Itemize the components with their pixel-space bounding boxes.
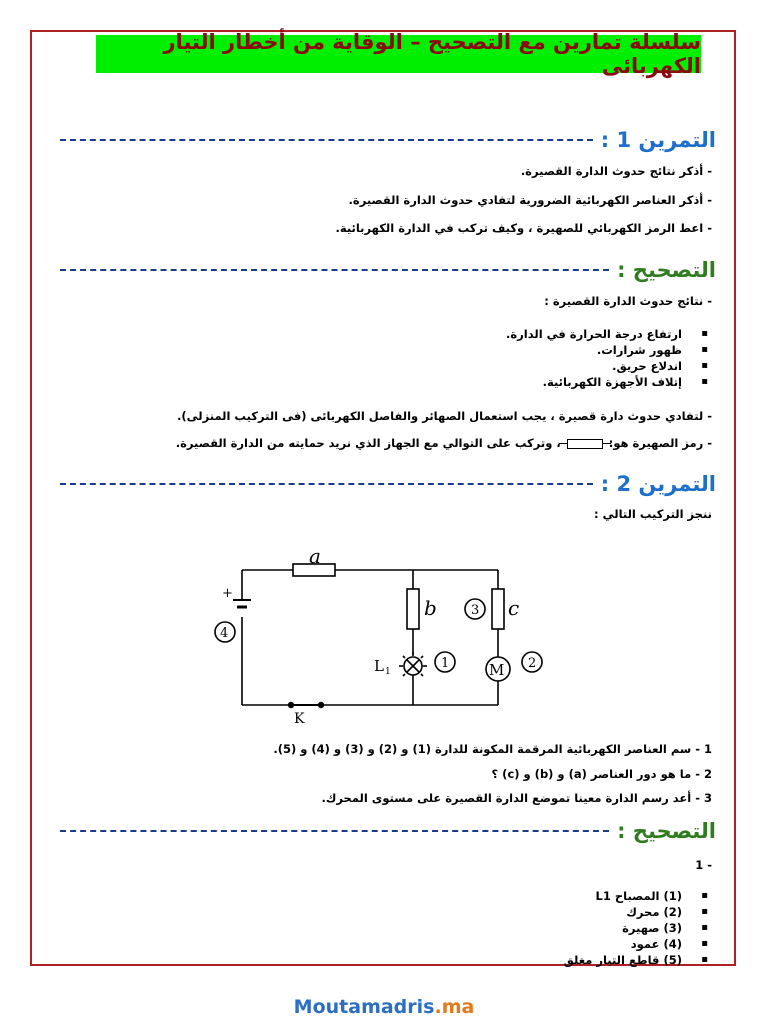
- label-l1: L: [374, 657, 384, 675]
- exercise2-question-1: 1 - سم العناصر الكهربائية المرقمة المكونة للدارة (1) و (2) و (3) و (4) و (5).: [273, 742, 712, 756]
- list-item: ▪ اندلاع حريق.: [506, 358, 712, 374]
- exercise2-question-2: 2 - ما هو دور العناصر (a) و (b) و (c) ؟: [491, 767, 712, 781]
- logo-suffix: .ma: [434, 996, 475, 1018]
- correction2-heading: [60, 815, 716, 847]
- label-k: K: [294, 711, 305, 725]
- correction1-results-list: [506, 326, 712, 390]
- exercise2-title: التمرين 2 :: [600, 472, 716, 496]
- correction1-heading: [60, 254, 716, 286]
- exercise2-intro: ننجز التركيب التالي :: [594, 507, 712, 521]
- heading-divider: [60, 269, 609, 271]
- list-item: ▪ ظهور شرارات.: [506, 342, 712, 358]
- exercise1-title: التمرين 1 :: [600, 128, 716, 152]
- exercise1-heading: [60, 124, 716, 156]
- label-n3: 3: [471, 603, 480, 618]
- list-item: ▪ (5) قاطع التيار مغلق: [564, 952, 712, 968]
- list-item: ▪ (3) صهيرة: [564, 920, 712, 936]
- list-item: ▪ إتلاف الأجهزة الكهربائية.: [506, 374, 712, 390]
- label-n2: 2: [528, 656, 537, 671]
- switch-contact-left: [288, 702, 294, 708]
- resistor-b: [407, 589, 419, 629]
- heading-divider: [60, 830, 609, 832]
- label-n4: 4: [220, 626, 229, 641]
- list-item: ▪ (4) عمود: [564, 936, 712, 952]
- page-title: سلسلة تمارين مع التصحيح – الوقاية من أخطار التيار الكهربائى: [96, 35, 701, 73]
- symbol-suffix: ، وتركب على التوالي مع الجهاز الذي نريد حمايته من الدارة القصيرة.: [175, 436, 561, 450]
- site-logo: [0, 996, 768, 1018]
- logo-main: Moutamadris: [293, 996, 435, 1018]
- heading-divider: [60, 139, 593, 141]
- correction1-prevention: - لتفادي حدوث دارة قصيرة ، يجب استعمال الصهائر والفاصل الكهربائى (فى التركيب المنزلى).: [177, 409, 712, 423]
- correction2-title: التصحيح :: [617, 819, 716, 843]
- circuit-diagram: [205, 545, 565, 725]
- label-l1-sub: 1: [385, 667, 391, 677]
- label-b: b: [424, 596, 437, 620]
- resistor-c: [492, 589, 504, 629]
- exercise1-question-2: - أذكر العناصر الكهربائية الضرورية لتفادي حدوث الدارة القصيرة.: [348, 193, 712, 207]
- list-item: ▪ (2) محرك: [564, 904, 712, 920]
- label-m: M: [489, 661, 505, 679]
- list-item: ▪ ارتفاع درجة الحرارة في الدارة.: [506, 326, 712, 342]
- exercise2-question-3: 3 - أعد رسم الدارة معينا تموضع الدارة القصيرة على مستوى المحرك.: [321, 791, 712, 805]
- switch-contact-right: [318, 702, 324, 708]
- correction2-number: - 1: [695, 858, 712, 872]
- exercise1-question-3: - اعط الرمز الكهربائي للصهيرة ، وكيف تركب في الدارة الكهربائية.: [335, 221, 712, 235]
- exercise1-question-1: - أذكر نتائج حدوث الدارة القصيرة.: [520, 164, 712, 178]
- correction2-answers-list: [564, 888, 712, 968]
- heading-divider: [60, 483, 593, 485]
- symbol-prefix: - رمز الصهيرة هو:: [608, 436, 712, 450]
- exercise2-heading: [60, 468, 716, 500]
- correction1-title: التصحيح :: [617, 258, 716, 282]
- label-n1: 1: [441, 656, 450, 671]
- list-item: ▪ (1) المصباح L1: [564, 888, 712, 904]
- label-a: a: [309, 545, 321, 568]
- fuse-symbol-icon: [567, 439, 603, 449]
- label-plus: +: [222, 586, 233, 601]
- correction1-intro: - نتائج حدوث الدارة القصيرة :: [544, 294, 712, 308]
- correction1-fuse-symbol-line: [176, 436, 712, 450]
- label-c: c: [508, 596, 520, 620]
